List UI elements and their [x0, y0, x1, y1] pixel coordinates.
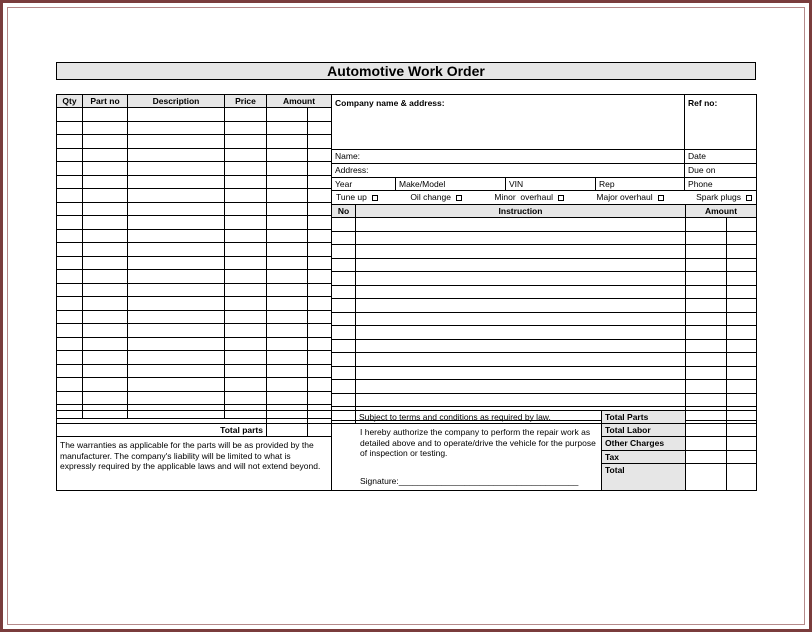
instruction-cell[interactable]: [727, 299, 757, 313]
parts-cell[interactable]: [308, 175, 332, 189]
instruction-cell[interactable]: [332, 245, 356, 259]
total-parts-value[interactable]: [686, 411, 727, 424]
instruction-cell[interactable]: [686, 258, 727, 272]
parts-cell[interactable]: [128, 351, 225, 365]
instruction-cell[interactable]: [332, 299, 356, 313]
instruction-cell[interactable]: [727, 366, 757, 380]
parts-cell[interactable]: [83, 351, 128, 365]
parts-cell[interactable]: [83, 297, 128, 311]
major-overhaul-label: Major overhaul: [596, 192, 653, 203]
parts-row: [57, 108, 332, 122]
instruction-cell[interactable]: [727, 393, 757, 407]
parts-cell[interactable]: [57, 351, 83, 365]
parts-cell[interactable]: [57, 175, 83, 189]
date-field[interactable]: Date: [685, 150, 757, 164]
major-overhaul-checkbox[interactable]: [658, 195, 664, 201]
other-charges-label: Other Charges: [602, 437, 686, 451]
instruction-row: [332, 245, 757, 259]
spark-plugs-checkbox[interactable]: [746, 195, 752, 201]
parts-cell[interactable]: [83, 175, 128, 189]
parts-cell[interactable]: [57, 229, 83, 243]
instruction-cell[interactable]: [686, 339, 727, 353]
instruction-header: Instruction: [356, 205, 686, 218]
parts-cell[interactable]: [83, 243, 128, 257]
parts-cell[interactable]: [308, 229, 332, 243]
instruction-cell[interactable]: [727, 218, 757, 232]
tax-label: Tax: [602, 451, 686, 464]
instruction-cell[interactable]: [356, 312, 686, 326]
parts-cell[interactable]: [128, 202, 225, 216]
parts-cell[interactable]: [267, 216, 308, 230]
parts-row: [57, 162, 332, 176]
parts-cell[interactable]: [308, 364, 332, 378]
description-header: Description: [128, 95, 225, 108]
address-field[interactable]: Address:: [332, 164, 685, 178]
parts-cell[interactable]: [128, 175, 225, 189]
instruction-cell[interactable]: [686, 245, 727, 259]
instruction-cell[interactable]: [727, 312, 757, 326]
parts-cell[interactable]: [128, 121, 225, 135]
parts-cell[interactable]: [308, 243, 332, 257]
instruction-cell[interactable]: [727, 339, 757, 353]
parts-cell[interactable]: [225, 310, 267, 324]
terms-text: Subject to terms and conditions as required by law.: [356, 411, 602, 424]
company-name-address-field[interactable]: Company name & address:: [332, 95, 685, 150]
other-charges-value-2[interactable]: [727, 437, 757, 451]
parts-cell[interactable]: [57, 135, 83, 149]
parts-row: [57, 216, 332, 230]
instruction-row: [332, 258, 757, 272]
parts-cell[interactable]: [57, 297, 83, 311]
parts-cell[interactable]: [128, 243, 225, 257]
instruction-cell[interactable]: [332, 258, 356, 272]
parts-cell[interactable]: [128, 108, 225, 122]
parts-cell[interactable]: [225, 175, 267, 189]
parts-row: [57, 297, 332, 311]
parts-cell[interactable]: [225, 216, 267, 230]
instr-amount-header: Amount: [686, 205, 757, 218]
parts-cell[interactable]: [57, 378, 83, 392]
instruction-cell[interactable]: [727, 245, 757, 259]
instruction-cell[interactable]: [356, 353, 686, 367]
parts-cell[interactable]: [83, 378, 128, 392]
minor-overhaul-option[interactable]: [494, 193, 564, 202]
total-parts-amount[interactable]: [267, 424, 308, 437]
major-overhaul-option[interactable]: [596, 193, 663, 202]
vin-field[interactable]: VIN: [506, 178, 596, 191]
instruction-cell[interactable]: [727, 326, 757, 340]
instruction-row: [332, 353, 757, 367]
oil-change-label: Oil change: [410, 192, 451, 203]
parts-cell[interactable]: [308, 135, 332, 149]
instruction-row: [332, 339, 757, 353]
parts-cell[interactable]: [83, 135, 128, 149]
instruction-cell[interactable]: [686, 393, 727, 407]
instruction-cell[interactable]: [686, 272, 727, 286]
parts-cell[interactable]: [308, 148, 332, 162]
total-value-2[interactable]: [727, 464, 757, 491]
parts-cell[interactable]: [267, 297, 308, 311]
instruction-cell[interactable]: [356, 299, 686, 313]
total-labor-value[interactable]: [686, 424, 727, 437]
parts-cell[interactable]: [57, 148, 83, 162]
parts-cell[interactable]: [308, 189, 332, 203]
parts-row: [57, 229, 332, 243]
parts-cell[interactable]: [308, 351, 332, 365]
total-value[interactable]: [686, 464, 727, 491]
parts-cell[interactable]: [128, 135, 225, 149]
instruction-cell[interactable]: [727, 272, 757, 286]
parts-cell[interactable]: [57, 108, 83, 122]
instruction-cell[interactable]: [686, 285, 727, 299]
parts-cell[interactable]: [83, 391, 128, 405]
instruction-cell[interactable]: [332, 312, 356, 326]
parts-cell[interactable]: [308, 162, 332, 176]
parts-cell[interactable]: [225, 364, 267, 378]
instruction-cell[interactable]: [727, 353, 757, 367]
parts-cell[interactable]: [225, 229, 267, 243]
instruction-row: [332, 285, 757, 299]
instruction-cell[interactable]: [356, 272, 686, 286]
instruction-cell[interactable]: [686, 312, 727, 326]
parts-cell[interactable]: [225, 189, 267, 203]
oil-change-checkbox[interactable]: [456, 195, 462, 201]
parts-cell[interactable]: [308, 391, 332, 405]
parts-cell[interactable]: [225, 256, 267, 270]
parts-cell[interactable]: [57, 256, 83, 270]
parts-cell[interactable]: [57, 243, 83, 257]
instruction-cell[interactable]: [686, 299, 727, 313]
bottom-parts-cell: [308, 411, 332, 424]
parts-cell[interactable]: [128, 283, 225, 297]
instruction-cell[interactable]: [356, 366, 686, 380]
qty-header: Qty: [57, 95, 83, 108]
instruction-cell[interactable]: [727, 380, 757, 394]
parts-cell[interactable]: [57, 270, 83, 284]
parts-cell[interactable]: [83, 256, 128, 270]
parts-cell[interactable]: [57, 337, 83, 351]
parts-row: [57, 121, 332, 135]
parts-cell[interactable]: [225, 121, 267, 135]
parts-cell[interactable]: [308, 216, 332, 230]
parts-cell[interactable]: [308, 202, 332, 216]
parts-cell[interactable]: [128, 378, 225, 392]
parts-cell[interactable]: [128, 162, 225, 176]
parts-cell[interactable]: [308, 256, 332, 270]
instruction-cell[interactable]: [356, 218, 686, 232]
parts-cell[interactable]: [267, 108, 308, 122]
parts-cell[interactable]: [83, 310, 128, 324]
parts-cell[interactable]: [225, 324, 267, 338]
parts-cell[interactable]: [225, 391, 267, 405]
total-parts-value-2[interactable]: [727, 411, 757, 424]
parts-cell[interactable]: [267, 351, 308, 365]
parts-cell[interactable]: [57, 283, 83, 297]
parts-cell[interactable]: [57, 364, 83, 378]
tax-value[interactable]: [686, 451, 727, 464]
instruction-cell[interactable]: [332, 285, 356, 299]
instruction-row: [332, 299, 757, 313]
instruction-row: [332, 393, 757, 407]
parts-row: [57, 202, 332, 216]
parts-cell[interactable]: [83, 270, 128, 284]
authorization-cell: [332, 424, 602, 491]
parts-cell[interactable]: [308, 121, 332, 135]
parts-cell[interactable]: [128, 148, 225, 162]
instruction-cell[interactable]: [356, 258, 686, 272]
parts-cell[interactable]: [128, 189, 225, 203]
signature-line[interactable]: Signature:______________________________________: [360, 476, 579, 487]
parts-cell[interactable]: [83, 337, 128, 351]
instruction-cell[interactable]: [686, 231, 727, 245]
parts-cell[interactable]: [128, 270, 225, 284]
instruction-cell[interactable]: [332, 272, 356, 286]
summary-block: [56, 410, 757, 491]
instruction-cell[interactable]: [356, 326, 686, 340]
parts-cell[interactable]: [308, 310, 332, 324]
parts-cell[interactable]: [83, 324, 128, 338]
parts-cell[interactable]: [267, 162, 308, 176]
parts-cell[interactable]: [308, 270, 332, 284]
parts-cell[interactable]: [128, 324, 225, 338]
parts-cell[interactable]: [267, 121, 308, 135]
parts-cell[interactable]: [83, 162, 128, 176]
parts-cell[interactable]: [308, 297, 332, 311]
instruction-cell[interactable]: [332, 353, 356, 367]
parts-cell[interactable]: [225, 270, 267, 284]
spark-plugs-option[interactable]: [696, 193, 752, 202]
parts-cell[interactable]: [225, 283, 267, 297]
minor-overhaul-checkbox[interactable]: [558, 195, 564, 201]
spark-plugs-label: Spark plugs: [696, 192, 741, 203]
no-header: No: [332, 205, 356, 218]
total-label: Total: [602, 464, 686, 491]
parts-cell[interactable]: [83, 148, 128, 162]
instruction-table: [331, 204, 757, 421]
part-no-header: Part no: [83, 95, 128, 108]
ref-no-field[interactable]: Ref no:: [685, 95, 757, 150]
parts-cell[interactable]: [267, 135, 308, 149]
instruction-row: [332, 312, 757, 326]
tune-up-label: Tune up: [336, 192, 367, 203]
parts-table: [56, 94, 332, 419]
parts-cell[interactable]: [225, 378, 267, 392]
instruction-cell[interactable]: [356, 393, 686, 407]
instruction-cell[interactable]: [356, 339, 686, 353]
parts-row: [57, 189, 332, 203]
phone-field[interactable]: Phone: [685, 178, 757, 191]
parts-row: [57, 256, 332, 270]
year-field[interactable]: Year: [332, 178, 396, 191]
parts-cell[interactable]: [57, 324, 83, 338]
instruction-cell[interactable]: [727, 231, 757, 245]
parts-cell[interactable]: [225, 243, 267, 257]
instruction-row: [332, 366, 757, 380]
instruction-cell[interactable]: [727, 285, 757, 299]
parts-cell[interactable]: [267, 256, 308, 270]
make-model-field[interactable]: Make/Model: [396, 178, 506, 191]
total-labor-value-2[interactable]: [727, 424, 757, 437]
instruction-cell[interactable]: [686, 366, 727, 380]
total-labor-label: Total Labor: [602, 424, 686, 437]
name-field[interactable]: Name:: [332, 150, 685, 164]
parts-cell[interactable]: [267, 243, 308, 257]
total-parts-label: Total Parts: [602, 411, 686, 424]
instruction-cell[interactable]: [332, 218, 356, 232]
parts-cell[interactable]: [83, 189, 128, 203]
parts-cell[interactable]: [57, 189, 83, 203]
parts-cell[interactable]: [225, 162, 267, 176]
tune-up-option[interactable]: [336, 193, 378, 202]
parts-cell[interactable]: [57, 162, 83, 176]
parts-cell[interactable]: [128, 256, 225, 270]
parts-row: [57, 351, 332, 365]
parts-cell[interactable]: [83, 121, 128, 135]
parts-cell[interactable]: [83, 283, 128, 297]
instruction-row: [332, 231, 757, 245]
parts-cell[interactable]: [128, 216, 225, 230]
instruction-row: [332, 218, 757, 232]
bottom-parts-cell: [57, 411, 267, 424]
instruction-row: [332, 380, 757, 394]
instruction-row: [332, 326, 757, 340]
parts-cell[interactable]: [225, 108, 267, 122]
warranty-text: The warranties as applicable for the parts will be as provided by the manufacturer. The company's liability will be limited to what is expressly required by the applicable laws and will not extend beyond.: [57, 437, 332, 491]
instruction-cell[interactable]: [686, 353, 727, 367]
parts-cell[interactable]: [128, 337, 225, 351]
parts-cell[interactable]: [57, 202, 83, 216]
parts-cell[interactable]: [267, 364, 308, 378]
parts-cell[interactable]: [128, 391, 225, 405]
parts-cell[interactable]: [225, 135, 267, 149]
parts-cell[interactable]: [83, 202, 128, 216]
parts-cell[interactable]: [57, 310, 83, 324]
parts-cell[interactable]: [83, 108, 128, 122]
parts-cell[interactable]: [267, 175, 308, 189]
parts-row: [57, 148, 332, 162]
parts-cell[interactable]: [57, 121, 83, 135]
tune-up-checkbox[interactable]: [372, 195, 378, 201]
parts-cell[interactable]: [267, 310, 308, 324]
authorization-text: I hereby authorize the company to perform the repair work as detailed above and to operate/drive the vehicle for the purpose of inspection or testing.: [360, 427, 596, 459]
parts-cell[interactable]: [57, 391, 83, 405]
parts-cell[interactable]: [225, 202, 267, 216]
parts-row: [57, 243, 332, 257]
bottom-no-cell: [332, 411, 356, 424]
parts-cell[interactable]: [225, 297, 267, 311]
parts-row: [57, 364, 332, 378]
amount-header: Amount: [267, 95, 332, 108]
parts-cell[interactable]: [57, 216, 83, 230]
parts-cell[interactable]: [267, 324, 308, 338]
parts-row: [57, 283, 332, 297]
oil-change-option[interactable]: [410, 193, 462, 202]
customer-block: [331, 94, 757, 205]
parts-cell[interactable]: [267, 378, 308, 392]
total-parts-footer: Total parts: [57, 424, 267, 437]
price-header: Price: [225, 95, 267, 108]
instruction-cell[interactable]: [686, 218, 727, 232]
instruction-row: [332, 272, 757, 286]
instruction-cell[interactable]: [332, 339, 356, 353]
instruction-cell[interactable]: [727, 258, 757, 272]
parts-cell[interactable]: [225, 148, 267, 162]
instruction-cell[interactable]: [356, 245, 686, 259]
minor-overhaul-label: Minor overhaul: [494, 192, 553, 203]
parts-cell[interactable]: [128, 229, 225, 243]
parts-row: [57, 337, 332, 351]
parts-cell[interactable]: [225, 337, 267, 351]
parts-cell[interactable]: [83, 229, 128, 243]
parts-cell[interactable]: [267, 391, 308, 405]
parts-row: [57, 270, 332, 284]
parts-cell[interactable]: [267, 270, 308, 284]
parts-cell[interactable]: [308, 108, 332, 122]
other-charges-value[interactable]: [686, 437, 727, 451]
due-on-field[interactable]: Due on: [685, 164, 757, 178]
instruction-cell[interactable]: [686, 326, 727, 340]
instruction-cell[interactable]: [356, 285, 686, 299]
parts-cell[interactable]: [267, 148, 308, 162]
instruction-cell[interactable]: [356, 231, 686, 245]
parts-cell[interactable]: [83, 216, 128, 230]
parts-row: [57, 378, 332, 392]
parts-row: [57, 175, 332, 189]
parts-cell[interactable]: [308, 283, 332, 297]
instruction-cell[interactable]: [686, 380, 727, 394]
instruction-cell[interactable]: [332, 366, 356, 380]
parts-cell[interactable]: [267, 283, 308, 297]
parts-cell[interactable]: [83, 364, 128, 378]
instruction-cell[interactable]: [356, 380, 686, 394]
parts-cell[interactable]: [308, 378, 332, 392]
parts-cell[interactable]: [308, 337, 332, 351]
total-parts-amount-2[interactable]: [308, 424, 332, 437]
parts-cell[interactable]: [225, 351, 267, 365]
parts-cell[interactable]: [267, 189, 308, 203]
parts-cell[interactable]: [128, 364, 225, 378]
instruction-cell[interactable]: [332, 231, 356, 245]
parts-cell[interactable]: [308, 324, 332, 338]
instruction-cell[interactable]: [332, 380, 356, 394]
instruction-cell[interactable]: [332, 326, 356, 340]
parts-row: [57, 310, 332, 324]
instruction-cell[interactable]: [332, 393, 356, 407]
bottom-parts-cell: [267, 411, 308, 424]
parts-row: [57, 324, 332, 338]
parts-cell[interactable]: [128, 297, 225, 311]
parts-cell[interactable]: [267, 337, 308, 351]
parts-row: [57, 391, 332, 405]
parts-row: [57, 135, 332, 149]
form-title: Automotive Work Order: [56, 62, 756, 80]
rep-field[interactable]: Rep: [596, 178, 685, 191]
parts-cell[interactable]: [267, 229, 308, 243]
service-options-row: [332, 191, 757, 205]
tax-value-2[interactable]: [727, 451, 757, 464]
parts-cell[interactable]: [128, 310, 225, 324]
parts-cell[interactable]: [267, 202, 308, 216]
